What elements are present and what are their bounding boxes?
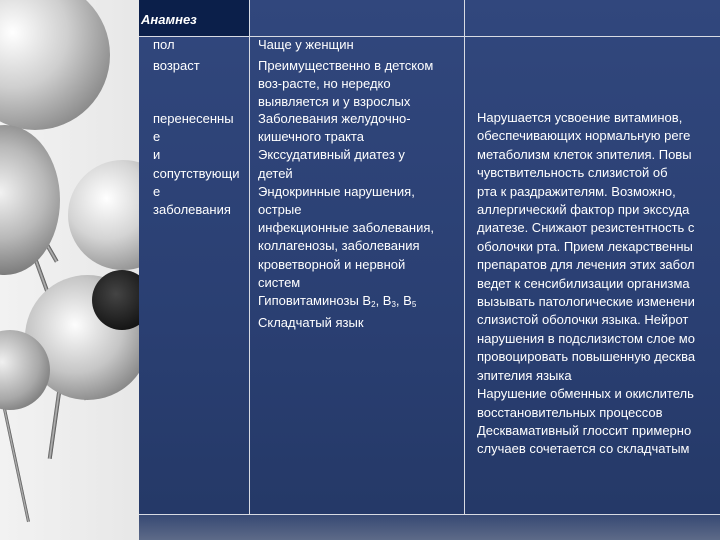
pushpin-head bbox=[0, 0, 110, 130]
text-line: коллагенозы, заболевания bbox=[258, 238, 420, 254]
comment-line: диатезе. Снижают резистентность с bbox=[477, 220, 695, 236]
row-label-age bbox=[153, 57, 200, 75]
label-line: е bbox=[153, 129, 161, 145]
row-text-sex bbox=[258, 36, 354, 54]
panel-bottom-shade bbox=[139, 514, 720, 540]
comment-line: метаболизм клеток эпителия. Повы bbox=[477, 146, 692, 162]
anamnesis-table bbox=[139, 0, 720, 540]
row-divider bbox=[139, 514, 720, 515]
vitamins-prefix: Гиповитаминозы В bbox=[258, 293, 372, 309]
column-divider bbox=[249, 0, 250, 514]
vitamin-subscript: 2 bbox=[371, 300, 376, 310]
comment-line: нарушения в подслизистом слое мо bbox=[477, 330, 695, 346]
pin-needle bbox=[0, 394, 30, 522]
vitamin-subscript: 5 bbox=[411, 300, 417, 310]
row-comment-diseases bbox=[477, 109, 720, 459]
vitamins-separator: , В bbox=[375, 293, 392, 309]
table-header: Анамнез bbox=[141, 12, 197, 27]
comment-line: чувствительность слизистой об bbox=[477, 165, 668, 181]
comment-line: рта к раздражителям. Возможно, bbox=[477, 183, 676, 199]
text-line: кроветворной и нервной bbox=[258, 256, 406, 272]
label-line: е bbox=[153, 183, 161, 199]
comment-line: слизистой оболочки языка. Нейрот bbox=[477, 312, 689, 328]
label-line: возраст bbox=[153, 58, 200, 73]
row-text-diseases bbox=[258, 110, 434, 332]
comment-line: обеспечивающих нормальную реге bbox=[477, 128, 691, 144]
comment-line: вызывать патологические изменени bbox=[477, 294, 695, 310]
row-text-age bbox=[258, 57, 433, 112]
row-label-diseases bbox=[153, 110, 240, 219]
comment-line: эпителия языка bbox=[477, 367, 572, 383]
comment-line: случаев сочетается со складчатым bbox=[477, 441, 690, 457]
comment-line: ведет к сенсибилизации организма bbox=[477, 275, 690, 291]
comment-line: Нарушение обменных и окислитель bbox=[477, 386, 694, 402]
text-line: Преимущественно в детском bbox=[258, 58, 434, 73]
comment-line: оболочки рта. Прием лекарственны bbox=[477, 238, 693, 254]
label-line: перенесенны bbox=[153, 111, 234, 126]
text-line: Эндокринные нарушения, bbox=[258, 183, 415, 199]
text-line: острые bbox=[258, 202, 302, 218]
text-line: инфекционные заболевания, bbox=[258, 220, 435, 236]
label-line: сопутствующи bbox=[153, 165, 240, 181]
table-header-cell bbox=[139, 0, 249, 36]
vitamins-separator: , В bbox=[395, 293, 412, 309]
comment-line: препаратов для лечения этих забол bbox=[477, 257, 695, 273]
text-line: детей bbox=[258, 165, 293, 181]
label-line: и bbox=[153, 147, 161, 163]
comment-line: Нарушается усвоение витаминов, bbox=[477, 110, 683, 125]
column-divider bbox=[464, 0, 465, 514]
comment-line: провоцировать повышенную десква bbox=[477, 349, 696, 365]
text-line: Экссудативный диатез у bbox=[258, 147, 405, 163]
row-divider bbox=[139, 36, 720, 37]
text-line: кишечного тракта bbox=[258, 129, 364, 145]
label-line: заболевания bbox=[153, 202, 231, 218]
text-line: выявляется и у взрослых bbox=[258, 94, 411, 110]
row-label-sex bbox=[153, 36, 175, 54]
comment-line: восстановительных процессов bbox=[477, 404, 663, 420]
vitamin-subscript: 3 bbox=[391, 300, 396, 310]
vitamins-line bbox=[258, 292, 434, 314]
comment-line: аллергический фактор при экссуда bbox=[477, 202, 690, 218]
text-line: Заболевания желудочно- bbox=[258, 111, 411, 126]
text-line: Чаще у женщин bbox=[258, 37, 354, 52]
text-line: Складчатый язык bbox=[258, 315, 364, 331]
label-line: пол bbox=[153, 37, 175, 52]
text-line: систем bbox=[258, 274, 301, 290]
text-line: воз-расте, но нередко bbox=[258, 76, 391, 92]
comment-line: Десквамативный глоссит примерно bbox=[477, 422, 692, 438]
